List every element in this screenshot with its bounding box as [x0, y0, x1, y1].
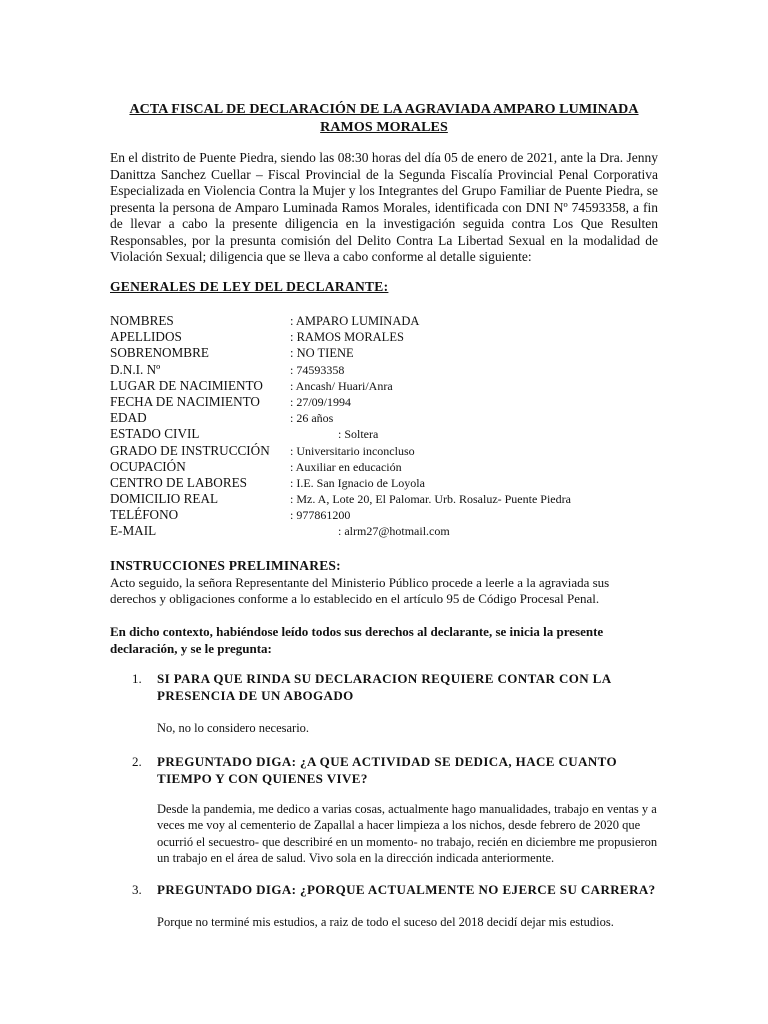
field-row-estado-civil: [110, 426, 658, 442]
prelim-heading: INSTRUCCIONES PRELIMINARES:: [110, 558, 341, 573]
answer-text: No, no lo considero necesario.: [157, 721, 310, 735]
field-label: DOMICILIO REAL: [110, 491, 219, 507]
field-value: : AMPARO LUMINADA: [290, 314, 420, 328]
field-label: SOBRENOMBRE: [110, 345, 209, 361]
field-label: OCUPACIÓN: [110, 458, 186, 474]
field-value: : Soltera: [338, 427, 379, 442]
field-row-domicilio: [110, 491, 658, 507]
declarant-fields: [110, 313, 658, 540]
generales-heading: GENERALES DE LEY DEL DECLARANTE:: [110, 279, 389, 294]
question-number: 1.: [132, 671, 142, 686]
answer-text: Porque no terminé mis estudios, a raiz de todo el suceso del 2018 decidí dejar mis estudios.: [157, 915, 614, 929]
prelim-paragraph: Acto seguido, la señora Representante del Ministerio Público procede a leerle a la agraviada sus derechos y obligaciones conforme a lo establecido en el artículo 95 de Código Procesal Penal.: [110, 575, 610, 607]
field-value: : RAMOS MORALES: [290, 330, 404, 345]
field-row-ocupacion: [110, 459, 658, 475]
question-number: 2.: [132, 754, 142, 769]
field-label: GRADO DE INSTRUCCIÓN: [110, 442, 270, 458]
field-label: LUGAR DE NACIMIENTO: [110, 377, 263, 393]
field-row-fecha-nacimiento: [110, 394, 658, 410]
field-row-sobrenombre: [110, 345, 658, 361]
field-row-edad: [110, 410, 658, 426]
field-row-nombres: [110, 313, 658, 329]
context-paragraph: En dicho contexto, habiéndose leído todos sus derechos al declarante, se inicia la presente declaración, y se le pregunta:: [110, 624, 604, 656]
field-value: : Universitario inconcluso: [290, 443, 415, 458]
field-value: : Auxiliar en educación: [290, 459, 402, 474]
document-title: ACTA FISCAL DE DECLARACIÓN DE LA AGRAVIADA AMPARO LUMINADA RAMOS MORALES: [129, 102, 639, 135]
question-text: SI PARA QUE RINDA SU DECLARACION REQUIERE CONTAR CON LA PRESENCIA DE UN ABOGADO: [157, 671, 611, 703]
field-row-lugar-nacimiento: [110, 378, 658, 394]
field-value: : 26 años: [290, 411, 334, 426]
field-label: EDAD: [110, 410, 147, 426]
field-row-email: [110, 523, 658, 539]
field-value: : Ancash/ Huari/Anra: [290, 378, 393, 393]
field-value: : alrm27@hotmail.com: [338, 524, 450, 539]
field-value: : 74593358: [290, 362, 345, 377]
field-value: : Mz. A, Lote 20, El Palomar. Urb. Rosaluz- Puente Piedra: [290, 492, 571, 507]
field-label: TELÉFONO: [110, 507, 179, 523]
field-row-grado-instruccion: [110, 443, 658, 459]
field-row-dni: [110, 362, 658, 378]
field-value: : I.E. San Ignacio de Loyola: [290, 475, 425, 490]
field-value: : 27/09/1994: [290, 394, 352, 409]
field-row-apellidos: [110, 329, 658, 345]
field-label: D.N.I. Nº: [110, 361, 161, 377]
field-row-centro-labores: [110, 475, 658, 491]
field-label: APELLIDOS: [110, 329, 182, 345]
field-label: ESTADO CIVIL: [110, 426, 200, 442]
answer-text: Desde la pandemia, me dedico a varias cosas, actualmente hago manualidades, trabajo en ventas y a veces me voy al cementerio de Zapallal a hacer limpieza a los nichos, desde febrero de 2020 que ocurrió el secuestro- que describiré en un momento- no trabajo, recién en diciembre me propusieron un trabajo en el área de salud. Vivo sola en la dirección indicada anteriormente.: [157, 802, 658, 865]
field-label: CENTRO DE LABORES: [110, 474, 248, 490]
field-value: : NO TIENE: [290, 346, 354, 361]
field-label: FECHA DE NACIMIENTO: [110, 393, 260, 409]
field-row-telefono: [110, 507, 658, 523]
question-text: PREGUNTADO DIGA: ¿PORQUE ACTUALMENTE NO EJERCE SU CARRERA?: [157, 882, 656, 897]
field-value: : 977861200: [290, 508, 351, 523]
field-label: NOMBRES: [110, 313, 174, 328]
question-number: 3.: [132, 882, 142, 897]
intro-paragraph: En el distrito de Puente Piedra, siendo las 08:30 horas del día 05 de enero de 2021, ante la Dra. Jenny Danittza Sanchez Cuellar – Fiscal Provincial de la Segunda Fiscalía Provincial Penal Corporativa Especializada en Violencia Contra la Mujer y los Integrantes del Grupo Familiar de Puente Piedra, se presenta la persona de Amparo Luminada Ramos Morales, identificada con DNI Nº 74593358, a fin de llevar a cabo la presente diligencia en la investigación seguida contra Los Que Resulten Responsables, por la presunta comisión del Delito Contra La Libertad Sexual en la modalidad de Violación Sexual; diligencia que se lleva a cabo conforme al detalle siguiente:: [110, 150, 658, 264]
field-label: E-MAIL: [110, 523, 157, 539]
question-text: PREGUNTADO DIGA: ¿A QUE ACTIVIDAD SE DEDICA, HACE CUANTO TIEMPO Y CON QUIENES VIVE?: [157, 754, 617, 786]
